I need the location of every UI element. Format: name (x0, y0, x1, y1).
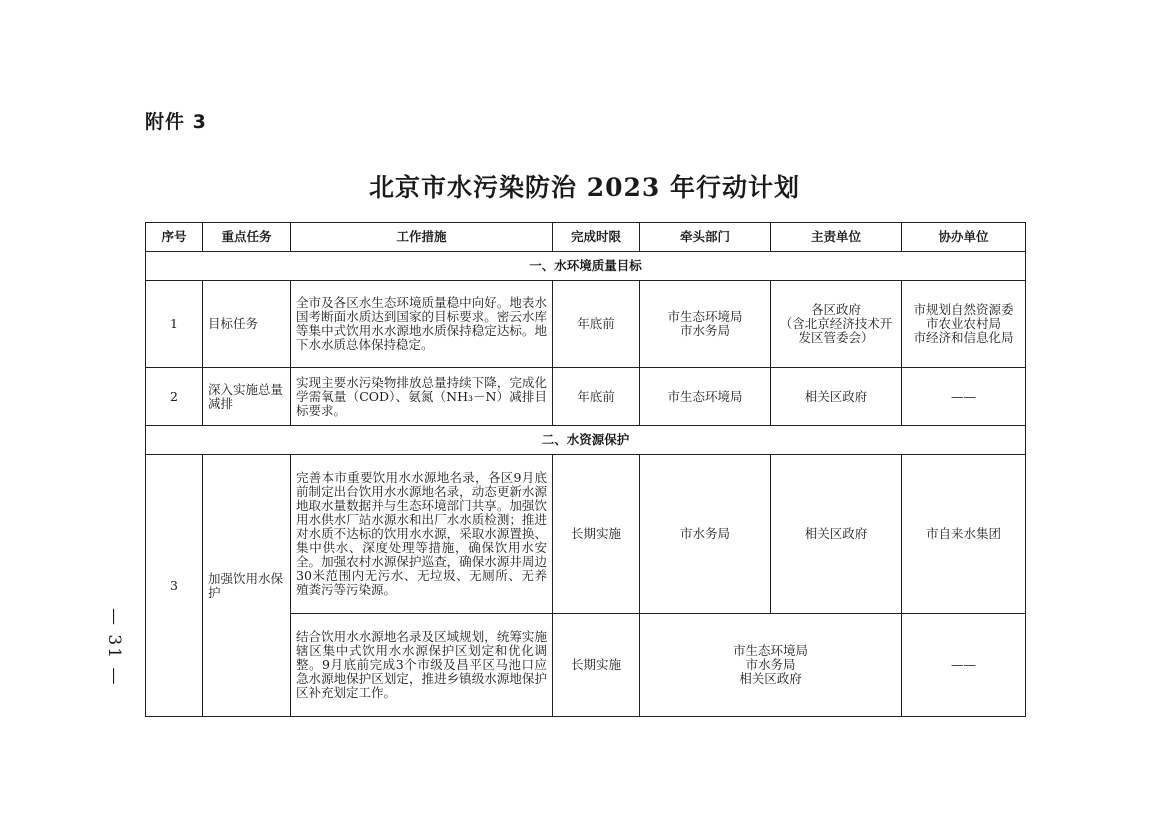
row-deadline: 年底前 (553, 368, 640, 426)
section-row (146, 252, 1026, 281)
row-responsible: 相关区政府 (771, 368, 902, 426)
row-responsible: 相关区政府 (771, 455, 902, 614)
row-assist: —— (902, 614, 1026, 717)
header-deadline: 完成时限 (553, 223, 640, 252)
attachment-label: 附件 3 (145, 111, 207, 133)
row-seq: 2 (146, 368, 203, 426)
header-measures: 工作措施 (291, 223, 553, 252)
row-task: 目标任务 (203, 281, 291, 368)
row-measures: 全市及各区水生态环境质量稳中向好。地表水国考断面水质达到国家的目标要求。密云水库等集中式饮用水水源地水质保持稳定达标。地下水水质总体保持稳定。 (291, 281, 553, 368)
table-row (146, 368, 1026, 426)
row-lead: 市水务局 (640, 455, 771, 614)
section-title: 二、水资源保护 (146, 426, 1026, 455)
document-title: 北京市水污染防治 2023 年行动计划 (369, 173, 800, 202)
section-title: 一、水环境质量目标 (146, 252, 1026, 281)
row-seq: 3 (146, 455, 203, 717)
header-responsible: 主责单位 (771, 223, 902, 252)
row-seq: 1 (146, 281, 203, 368)
action-plan-table (145, 222, 1026, 717)
table-row (146, 281, 1026, 368)
header-assist: 协办单位 (902, 223, 1026, 252)
row-lead: 市生态环境局 市水务局 (640, 281, 771, 368)
row-measures: 结合饮用水水源地名录及区域规划，统筹实施辖区集中式饮用水水源保护区划定和优化调整。9月底前完成3个市级及昌平区马池口应急水源地保护区划定，推进乡镇级水源地保护区补充划定工作。 (291, 614, 553, 717)
table-row (146, 455, 1026, 614)
row-measures: 实现主要水污染物排放总量持续下降，完成化学需氧量（COD）、氨氮（NH₃－N）减排目标要求。 (291, 368, 553, 426)
header-lead: 牵头部门 (640, 223, 771, 252)
row-lead-responsible: 市生态环境局 市水务局 相关区政府 (640, 614, 902, 717)
row-assist: —— (902, 368, 1026, 426)
row-deadline: 长期实施 (553, 614, 640, 717)
section-row (146, 426, 1026, 455)
row-responsible: 各区政府 （含北京经济技术开发区管委会） (771, 281, 902, 368)
row-assist: 市自来水集团 (902, 455, 1026, 614)
row-measures: 完善本市重要饮用水水源地名录，各区9月底前制定出台饮用水水源地名录，动态更新水源地取水量数据并与生态环境部门共享。加强饮用水供水厂站水源水和出厂水水质检测；推进对水质不达标的饮用水水源，采取水源置换、集中供水、深度处理等措施，确保饮用水安全。加强农村水源保护巡查，确保水源井周边30米范围内无污水、无垃圾、无厕所、无养殖粪污等污染源。 (291, 455, 553, 614)
header-task: 重点任务 (203, 223, 291, 252)
header-seq: 序号 (146, 223, 203, 252)
table-header-row (146, 223, 1026, 252)
row-assist: 市规划自然资源委 市农业农村局 市经济和信息化局 (902, 281, 1026, 368)
row-deadline: 长期实施 (553, 455, 640, 614)
row-deadline: 年底前 (553, 281, 640, 368)
row-task: 深入实施总量减排 (203, 368, 291, 426)
row-task: 加强饮用水保护 (203, 455, 291, 717)
row-lead: 市生态环境局 (640, 368, 771, 426)
page-number: — 31 — (104, 608, 124, 687)
